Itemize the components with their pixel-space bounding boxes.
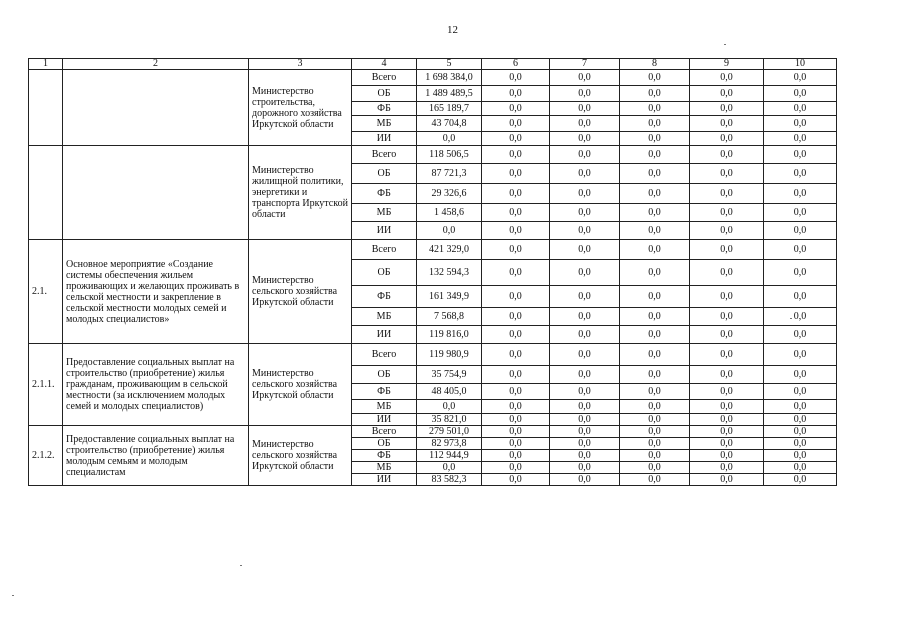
header-row xyxy=(29,59,837,70)
value-cell: 0,0 xyxy=(620,400,690,414)
value-cell: 0,0 xyxy=(690,222,764,240)
value-cell: 0,0 xyxy=(482,344,550,366)
value-cell: 0,0 xyxy=(482,366,550,384)
value-cell: 0,0 xyxy=(764,426,837,438)
value-cell: 0,0 xyxy=(690,102,764,116)
value-cell: 0,0 xyxy=(620,222,690,240)
value-cell: 35 821,0 xyxy=(417,414,482,426)
value-cell: 0,0 xyxy=(482,384,550,400)
value-cell: 0,0 xyxy=(550,414,620,426)
value-cell: 0,0 xyxy=(764,164,837,184)
value-cell: 0,0 xyxy=(764,222,837,240)
value-cell: 0,0 xyxy=(764,366,837,384)
value-cell: 0,0 xyxy=(690,132,764,146)
value-cell: 0,0 xyxy=(764,204,837,222)
funding-source-cell: ОБ xyxy=(352,86,417,102)
value-cell: 0,0 xyxy=(482,70,550,86)
value-cell: 0,0 xyxy=(690,414,764,426)
value-cell: 0,0 xyxy=(417,132,482,146)
executor-cell: Министерство строительства, дорожного хозяйства Иркутской области xyxy=(249,70,352,146)
page-number: 12 xyxy=(447,24,458,36)
value-cell: 0,0 xyxy=(550,70,620,86)
measure-name-cell xyxy=(63,70,249,146)
table-row xyxy=(29,344,837,366)
value-cell: 0,0 xyxy=(620,438,690,450)
funding-source-cell: ИИ xyxy=(352,326,417,344)
value-cell: 0,0 xyxy=(690,146,764,164)
value-cell: 0,0 xyxy=(690,286,764,308)
funding-source-cell: Всего xyxy=(352,240,417,260)
funding-source-cell: ИИ xyxy=(352,414,417,426)
value-cell: 1 489 489,5 xyxy=(417,86,482,102)
value-cell: 0,0 xyxy=(550,384,620,400)
value-cell: 0,0 xyxy=(482,414,550,426)
value-cell: 0,0 xyxy=(417,222,482,240)
value-cell: 0,0 xyxy=(690,116,764,132)
value-cell: 0,0 xyxy=(482,326,550,344)
value-cell: 0,0 xyxy=(690,474,764,486)
header-cell: 7 xyxy=(550,59,620,70)
value-cell: 0,0 xyxy=(620,86,690,102)
value-cell: 0,0 xyxy=(482,222,550,240)
value-cell: 0,0 xyxy=(482,426,550,438)
header-cell: 3 xyxy=(249,59,352,70)
value-cell: 0,0 xyxy=(764,70,837,86)
funding-source-cell: Всего xyxy=(352,426,417,438)
value-cell: 0,0 xyxy=(620,204,690,222)
value-cell: 0,0 xyxy=(620,70,690,86)
value-cell: 0,0 xyxy=(550,450,620,462)
value-cell: 0,0 xyxy=(482,286,550,308)
value-cell: 0,0 xyxy=(764,116,837,132)
value-cell: 0,0 xyxy=(764,184,837,204)
value-cell: 0,0 xyxy=(482,164,550,184)
funding-source-cell: ОБ xyxy=(352,366,417,384)
value-cell: 0,0 xyxy=(690,438,764,450)
value-cell: 0,0 xyxy=(550,240,620,260)
item-number-cell xyxy=(29,146,63,240)
funding-source-cell: Всего xyxy=(352,344,417,366)
value-cell: 0,0 xyxy=(482,132,550,146)
value-cell: 0,0 xyxy=(550,326,620,344)
value-cell: 0,0 xyxy=(690,344,764,366)
value-cell: 0,0 xyxy=(620,414,690,426)
funding-source-cell: ФБ xyxy=(352,286,417,308)
value-cell: 35 754,9 xyxy=(417,366,482,384)
value-cell: 0,0 xyxy=(690,450,764,462)
value-cell: 43 704,8 xyxy=(417,116,482,132)
value-cell: 0,0 xyxy=(620,426,690,438)
value-cell: 0,0 xyxy=(482,450,550,462)
value-cell: 112 944,9 xyxy=(417,450,482,462)
item-number-cell: 2.1. xyxy=(29,240,63,344)
value-cell: 0,0 xyxy=(620,344,690,366)
value-cell: 0,0 xyxy=(550,286,620,308)
value-cell: 0,0 xyxy=(764,438,837,450)
funding-source-cell: МБ xyxy=(352,308,417,326)
value-cell: 0,0 xyxy=(620,384,690,400)
header-cell: 9 xyxy=(690,59,764,70)
value-cell: 0,0 xyxy=(764,102,837,116)
item-number-cell xyxy=(29,70,63,146)
header-cell: 4 xyxy=(352,59,417,70)
value-cell: 0,0 xyxy=(690,70,764,86)
value-cell: 119 980,9 xyxy=(417,344,482,366)
value-cell: 0,0 xyxy=(764,462,837,474)
value-cell: 0,0 xyxy=(482,438,550,450)
header-cell: 5 xyxy=(417,59,482,70)
executor-cell: Министерство сельского хозяйства Иркутской области xyxy=(249,426,352,486)
value-cell: 0,0 xyxy=(690,260,764,286)
value-cell: 0,0 xyxy=(482,184,550,204)
funding-source-cell: ФБ xyxy=(352,102,417,116)
value-cell: 0,0 xyxy=(620,146,690,164)
value-cell: 0,0 xyxy=(482,462,550,474)
funding-source-cell: МБ xyxy=(352,462,417,474)
value-cell: 0,0 xyxy=(690,400,764,414)
value-cell: 7 568,8 xyxy=(417,308,482,326)
value-cell: 0,0 xyxy=(690,164,764,184)
value-cell: 0,0 xyxy=(690,308,764,326)
header-cell: 1 xyxy=(29,59,63,70)
value-cell: 0,0 xyxy=(620,308,690,326)
value-cell: 0,0 xyxy=(764,344,837,366)
item-number-cell: 2.1.2. xyxy=(29,426,63,486)
scan-speck xyxy=(240,565,242,566)
value-cell: 118 506,5 xyxy=(417,146,482,164)
value-cell: 0,0 xyxy=(620,240,690,260)
value-cell: 279 501,0 xyxy=(417,426,482,438)
value-cell: 0,0 xyxy=(550,400,620,414)
value-cell: 0,0 xyxy=(690,86,764,102)
value-cell: 0,0 xyxy=(690,204,764,222)
value-cell: 0,0 xyxy=(550,462,620,474)
value-cell: 0,0 xyxy=(550,102,620,116)
executor-cell: Министерство жилищной политики, энергетики и транспорта Иркутской области xyxy=(249,146,352,240)
funding-source-cell: ИИ xyxy=(352,474,417,486)
table-body xyxy=(29,70,837,486)
funding-source-cell: ОБ xyxy=(352,260,417,286)
value-cell: 29 326,6 xyxy=(417,184,482,204)
table-row xyxy=(29,240,837,260)
value-cell: 0,0 xyxy=(690,462,764,474)
table-row xyxy=(29,426,837,438)
value-cell: 0,0 xyxy=(482,116,550,132)
value-cell: 0,0 xyxy=(620,116,690,132)
value-cell: 0,0 xyxy=(550,204,620,222)
funding-source-cell: ФБ xyxy=(352,450,417,462)
value-cell: 0,0 xyxy=(620,474,690,486)
measure-name-cell: Основное мероприятие «Создание системы обеспечения жильем проживающих и желающих проживать в сельской местности и закрепление в сельской местности молодых семей и молодых специалистов» xyxy=(63,240,249,344)
value-cell: 0,0 xyxy=(764,326,837,344)
value-cell: 0,0 xyxy=(550,474,620,486)
value-cell: 87 721,3 xyxy=(417,164,482,184)
value-cell: 161 349,9 xyxy=(417,286,482,308)
value-cell: 48 405,0 xyxy=(417,384,482,400)
value-cell: 0,0 xyxy=(764,240,837,260)
header-cell: 6 xyxy=(482,59,550,70)
value-cell: 0,0 xyxy=(690,184,764,204)
value-cell: 0,0 xyxy=(550,344,620,366)
scan-speck xyxy=(12,595,14,596)
value-cell: 0,0 xyxy=(764,260,837,286)
value-cell: 0,0 xyxy=(482,260,550,286)
value-cell: 0,0 xyxy=(620,260,690,286)
value-cell: 0,0 xyxy=(482,204,550,222)
value-cell: 0,0 xyxy=(764,474,837,486)
value-cell: 0,0 xyxy=(620,164,690,184)
value-cell: 0,0 xyxy=(550,132,620,146)
value-cell: 1 458,6 xyxy=(417,204,482,222)
funding-source-cell: МБ xyxy=(352,116,417,132)
value-cell: 0,0 xyxy=(417,400,482,414)
executor-cell: Министерство сельского хозяйства Иркутской области xyxy=(249,240,352,344)
table-row xyxy=(29,146,837,164)
value-cell: 0,0 xyxy=(690,240,764,260)
header-cell: 2 xyxy=(63,59,249,70)
value-cell: 0,0 xyxy=(620,462,690,474)
funding-source-cell: ОБ xyxy=(352,164,417,184)
funding-source-cell: ФБ xyxy=(352,184,417,204)
value-cell: 0,0 xyxy=(764,146,837,164)
value-cell: 0,0 xyxy=(482,240,550,260)
measure-name-cell: Предоставление социальных выплат на строительство (приобретение) жилья молодым семьям и молодым специалистам xyxy=(63,426,249,486)
value-cell: 0,0 xyxy=(482,474,550,486)
funding-source-cell: МБ xyxy=(352,204,417,222)
funding-source-cell: Всего xyxy=(352,146,417,164)
value-cell: 0,0 xyxy=(417,462,482,474)
value-cell: 0,0 xyxy=(690,366,764,384)
value-cell: 0,0 xyxy=(620,184,690,204)
value-cell: 0,0 xyxy=(764,308,837,326)
executor-cell: Министерство сельского хозяйства Иркутской области xyxy=(249,344,352,426)
value-cell: 0,0 xyxy=(550,146,620,164)
measure-name-cell xyxy=(63,146,249,240)
value-cell: 0,0 xyxy=(620,326,690,344)
value-cell: 0,0 xyxy=(764,86,837,102)
value-cell: 0,0 xyxy=(764,384,837,400)
value-cell: 0,0 xyxy=(550,260,620,286)
value-cell: 0,0 xyxy=(764,414,837,426)
funding-source-cell: ФБ xyxy=(352,384,417,400)
value-cell: 83 582,3 xyxy=(417,474,482,486)
value-cell: 0,0 xyxy=(550,184,620,204)
value-cell: 0,0 xyxy=(690,384,764,400)
value-cell: 0,0 xyxy=(550,116,620,132)
funding-source-cell: Всего xyxy=(352,70,417,86)
value-cell: 421 329,0 xyxy=(417,240,482,260)
value-cell: 0,0 xyxy=(482,400,550,414)
value-cell: 0,0 xyxy=(620,102,690,116)
value-cell: 0,0 xyxy=(550,426,620,438)
value-cell: 0,0 xyxy=(550,438,620,450)
value-cell: 0,0 xyxy=(690,426,764,438)
value-cell: 0,0 xyxy=(764,400,837,414)
value-cell: 0,0 xyxy=(482,86,550,102)
value-cell: 0,0 xyxy=(764,450,837,462)
value-cell: 0,0 xyxy=(550,86,620,102)
scan-speck xyxy=(724,44,726,45)
funding-source-cell: МБ xyxy=(352,400,417,414)
header-cell: 8 xyxy=(620,59,690,70)
value-cell: 132 594,3 xyxy=(417,260,482,286)
value-cell: 0,0 xyxy=(620,366,690,384)
value-cell: 119 816,0 xyxy=(417,326,482,344)
scan-speck xyxy=(790,318,792,319)
value-cell: 1 698 384,0 xyxy=(417,70,482,86)
value-cell: 165 189,7 xyxy=(417,102,482,116)
measure-name-cell: Предоставление социальных выплат на строительство (приобретение) жилья гражданам, проживающим в сельской местности (за исключением молодых семей и молодых специалистов) xyxy=(63,344,249,426)
funding-source-cell: ИИ xyxy=(352,222,417,240)
value-cell: 0,0 xyxy=(620,286,690,308)
value-cell: 0,0 xyxy=(550,164,620,184)
value-cell: 0,0 xyxy=(550,366,620,384)
value-cell: 0,0 xyxy=(482,308,550,326)
value-cell: 0,0 xyxy=(550,308,620,326)
table-row xyxy=(29,70,837,86)
budget-table xyxy=(28,58,837,486)
value-cell: 0,0 xyxy=(620,132,690,146)
header-cell: 10 xyxy=(764,59,837,70)
funding-source-cell: ОБ xyxy=(352,438,417,450)
value-cell: 0,0 xyxy=(550,222,620,240)
value-cell: 0,0 xyxy=(764,132,837,146)
value-cell: 0,0 xyxy=(620,450,690,462)
value-cell: 82 973,8 xyxy=(417,438,482,450)
value-cell: 0,0 xyxy=(690,326,764,344)
funding-source-cell: ИИ xyxy=(352,132,417,146)
value-cell: 0,0 xyxy=(482,102,550,116)
item-number-cell: 2.1.1. xyxy=(29,344,63,426)
value-cell: 0,0 xyxy=(482,146,550,164)
value-cell: 0,0 xyxy=(764,286,837,308)
